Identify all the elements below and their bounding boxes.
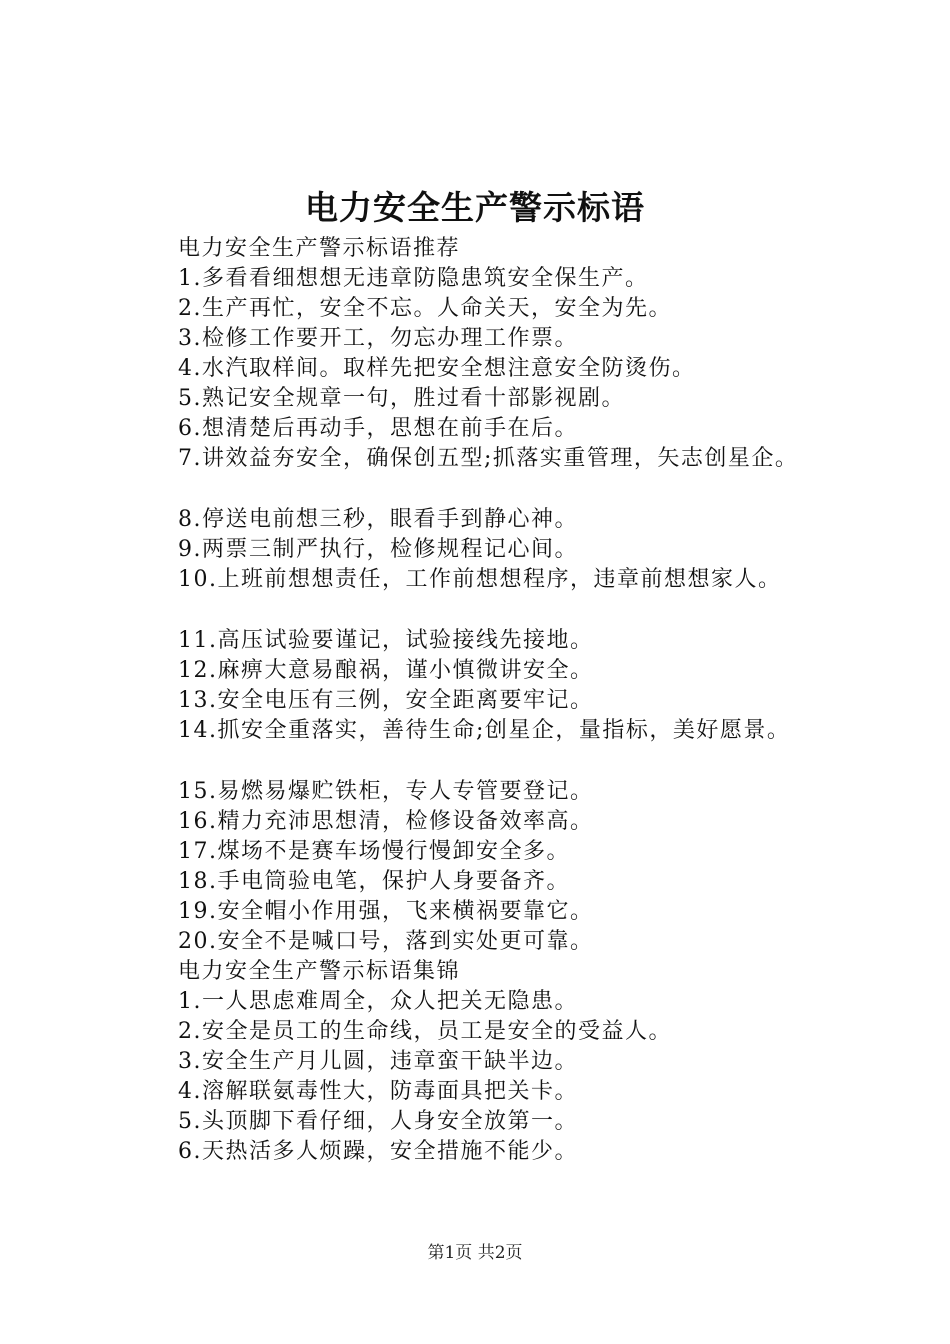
slogan-line: 1.多看看细想想无违章防隐患筑安全保生产。 [178, 266, 649, 291]
slogan-line: 11.高压试验要谨记，试验接线先接地。 [178, 628, 594, 653]
slogan-line: 10.上班前想想责任，工作前想想程序，违章前想想家人。 [178, 567, 782, 592]
slogan-line: 5.头顶脚下看仔细，人身安全放第一。 [178, 1109, 578, 1134]
slogan-line: 3.安全生产月儿圆，违章蛮干缺半边。 [178, 1049, 578, 1074]
slogan-line: 13.安全电压有三例，安全距离要牢记。 [178, 688, 594, 713]
document-body [178, 234, 918, 1167]
section-heading: 电力安全生产警示标语集锦 [178, 959, 461, 984]
slogan-line: 1.一人思虑难周全，众人把关无隐患。 [178, 989, 578, 1014]
slogan-line: 3.检修工作要开工，勿忘办理工作票。 [178, 326, 578, 351]
page-number-footer: 第1页 共2页 [427, 1243, 523, 1263]
slogan-line: 4.溶解联氨毒性大，防毒面具把关卡。 [178, 1079, 578, 1104]
slogan-line: 18.手电筒验电笔，保护人身要备齐。 [178, 869, 570, 894]
slogan-line: 2.生产再忙，安全不忘。人命关天，安全为先。 [178, 296, 672, 321]
slogan-line: 4.水汽取样间。取样先把安全想注意安全防烫伤。 [178, 356, 696, 381]
slogan-line: 20.安全不是喊口号，落到实处更可靠。 [178, 929, 594, 954]
slogan-line: 16.精力充沛思想清，检修设备效率高。 [178, 809, 594, 834]
slogan-line: 2.安全是员工的生命线，员工是安全的受益人。 [178, 1019, 672, 1044]
slogan-line: 12.麻痹大意易酿祸，谨小慎微讲安全。 [178, 658, 594, 683]
slogan-line: 19.安全帽小作用强，飞来横祸要靠它。 [178, 899, 594, 924]
blank-line [178, 746, 918, 777]
slogan-line: 6.天热活多人烦躁，安全措施不能少。 [178, 1139, 578, 1164]
slogan-line: 5.熟记安全规章一句，胜过看十部影视剧。 [178, 386, 625, 411]
document-title: 电力安全生产警示标语 [305, 188, 645, 227]
slogan-line: 8.停送电前想三秒，眼看手到静心神。 [178, 507, 578, 532]
blank-line [178, 595, 918, 626]
blank-line [178, 474, 918, 505]
slogan-line: 6.想清楚后再动手，思想在前手在后。 [178, 416, 578, 441]
slogan-line: 17.煤场不是赛车场慢行慢卸安全多。 [178, 839, 570, 864]
slogan-line: 14.抓安全重落实，善待生命;创星企，量指标，美好愿景。 [178, 718, 791, 743]
section-heading: 电力安全生产警示标语推荐 [178, 236, 461, 261]
slogan-line: 15.易燃易爆贮铁柜，专人专管要登记。 [178, 779, 594, 804]
slogan-line: 7.讲效益夯安全，确保创五型;抓落实重管理，矢志创星企。 [178, 446, 799, 471]
slogan-line: 9.两票三制严执行，检修规程记心间。 [178, 537, 578, 562]
